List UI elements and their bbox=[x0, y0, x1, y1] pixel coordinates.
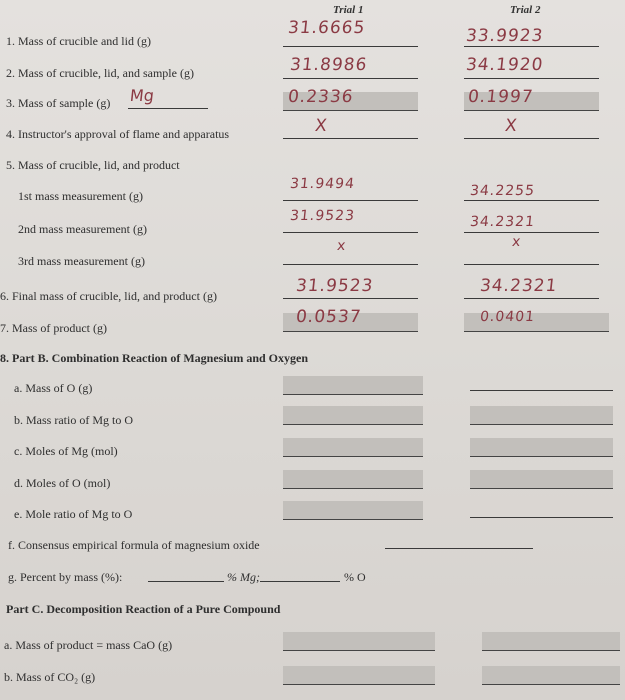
trial2-header: Trial 2 bbox=[510, 4, 541, 16]
row1-trial1-line bbox=[283, 46, 418, 47]
row6-trial2-value: 34.2321 bbox=[478, 276, 559, 296]
partB-e-trial1-field bbox=[283, 501, 423, 520]
partB-b-label: b. Mass ratio of Mg to O bbox=[14, 413, 133, 427]
row3-annotation: Mg bbox=[129, 86, 155, 105]
row4-trial1-mark: X bbox=[313, 116, 329, 136]
row5c-label: 3rd mass measurement (g) bbox=[18, 254, 145, 268]
row6-label: 6. Final mass of crucible, lid, and product (g) bbox=[0, 289, 217, 303]
row5a-label: 1st mass measurement (g) bbox=[18, 189, 143, 203]
row2-trial1-line bbox=[283, 78, 418, 79]
row5c-trial2-line bbox=[464, 264, 599, 265]
row5c-trial1-mark: x bbox=[336, 238, 348, 254]
row5b-trial2-value: 34.2321 bbox=[469, 214, 536, 230]
row3-label: 3. Mass of sample (g) bbox=[6, 96, 111, 110]
row7-trial2-value: 0.0401 bbox=[479, 309, 536, 325]
row7-trial1-value: 0.0537 bbox=[294, 307, 363, 327]
partC-b-trial2-field bbox=[482, 666, 620, 685]
partB-d-trial1-field bbox=[283, 470, 423, 489]
row1-trial1-value: 31.6665 bbox=[286, 18, 367, 38]
row2-trial2-value: 34.1920 bbox=[464, 55, 545, 75]
row5b-label: 2nd mass measurement (g) bbox=[18, 222, 147, 236]
partC-a-trial1-field bbox=[283, 632, 435, 651]
partC-title: Part C. Decomposition Reaction of a Pure Compound bbox=[6, 602, 281, 616]
row5a-trial2-value: 34.2255 bbox=[469, 183, 536, 199]
row5b-trial2-line bbox=[464, 232, 599, 233]
partB-g-o-label: % O bbox=[344, 570, 366, 584]
partB-title: 8. Part B. Combination Reaction of Magnesium and Oxygen bbox=[0, 351, 309, 365]
row3-label-line bbox=[128, 108, 208, 109]
row3-trial2-value: 0.1997 bbox=[466, 87, 535, 107]
row1-trial2-value: 33.9923 bbox=[464, 26, 545, 46]
partB-b-trial1-field bbox=[283, 406, 423, 425]
row5b-trial1-value: 31.9523 bbox=[289, 208, 356, 224]
partB-f-label: f. Consensus empirical formula of magnesium oxide bbox=[8, 538, 260, 552]
row4-trial2-mark: X bbox=[503, 116, 519, 136]
row5a-trial1-line bbox=[283, 200, 418, 201]
row1-trial2-line bbox=[464, 46, 599, 47]
row6-trial1-line bbox=[283, 298, 418, 299]
partB-e-trial2-line bbox=[470, 517, 613, 518]
row3-trial1-value: 0.2336 bbox=[286, 87, 355, 107]
partB-b-trial2-field bbox=[470, 406, 613, 425]
row5a-trial1-value: 31.9494 bbox=[289, 176, 356, 192]
row2-trial1-value: 31.8986 bbox=[288, 55, 369, 75]
partC-b-trial1-field bbox=[283, 666, 435, 685]
row5a-trial2-line bbox=[464, 200, 599, 201]
row5c-trial2-mark: x bbox=[511, 234, 523, 250]
row5b-trial1-line bbox=[283, 232, 418, 233]
row1-label: 1. Mass of crucible and lid (g) bbox=[6, 34, 151, 48]
row6-trial2-line bbox=[464, 298, 599, 299]
partC-a-label: a. Mass of product = mass CaO (g) bbox=[4, 638, 173, 652]
partB-c-trial1-field bbox=[283, 438, 423, 457]
partB-g-mg-line bbox=[148, 581, 224, 582]
partB-d-label: d. Moles of O (mol) bbox=[14, 476, 111, 490]
partB-g-o-line bbox=[260, 581, 340, 582]
partB-e-label: e. Mole ratio of Mg to O bbox=[14, 507, 133, 521]
partB-g-mg-label: % Mg; bbox=[227, 570, 260, 584]
trial1-header: Trial 1 bbox=[333, 4, 364, 16]
row2-label: 2. Mass of crucible, lid, and sample (g) bbox=[6, 66, 194, 80]
row2-trial2-line bbox=[464, 78, 599, 79]
partB-c-trial2-field bbox=[470, 438, 613, 457]
partB-a-label: a. Mass of O (g) bbox=[14, 381, 93, 395]
partC-b-label: b. Mass of CO₂ (g) bbox=[4, 670, 96, 684]
row4-label: 4. Instructor's approval of flame and apparatus bbox=[6, 127, 230, 141]
partB-c-label: c. Moles of Mg (mol) bbox=[14, 444, 118, 458]
partB-g-label: g. Percent by mass (%): bbox=[8, 570, 123, 584]
row7-label: 7. Mass of product (g) bbox=[0, 321, 107, 335]
partB-a-trial2-line bbox=[470, 390, 613, 391]
row5-label: 5. Mass of crucible, lid, and product bbox=[6, 158, 180, 172]
partB-d-trial2-field bbox=[470, 470, 613, 489]
row5c-trial1-line bbox=[283, 264, 418, 265]
row6-trial1-value: 31.9523 bbox=[294, 276, 375, 296]
partB-f-line bbox=[385, 548, 533, 549]
row4-trial2-line bbox=[464, 138, 599, 139]
row4-trial1-line bbox=[283, 138, 418, 139]
partB-a-trial1-field bbox=[283, 376, 423, 395]
partC-a-trial2-field bbox=[482, 632, 620, 651]
